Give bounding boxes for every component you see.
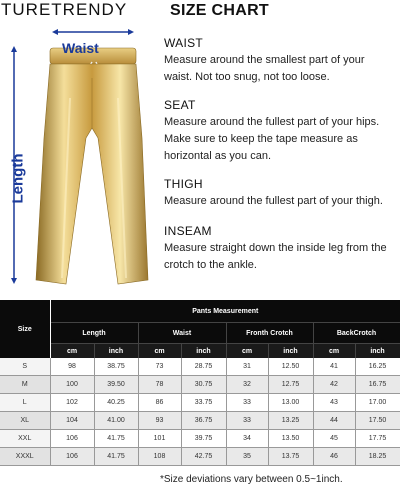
measurement-cell: 93 xyxy=(138,412,181,430)
measurement-cell: 100 xyxy=(50,376,94,394)
measurement-cell: 106 xyxy=(50,448,94,466)
length-label: Length xyxy=(9,153,27,204)
measurement-cell: 38.75 xyxy=(94,358,138,376)
table-row xyxy=(0,358,400,376)
table-row xyxy=(0,394,400,412)
measurement-cell: 13.25 xyxy=(268,412,313,430)
measurement-cell: 42.75 xyxy=(181,448,226,466)
size-table xyxy=(0,300,400,466)
guide-title: WAIST xyxy=(164,36,204,50)
measurement-cell: 17.50 xyxy=(355,412,400,430)
guide-waist xyxy=(164,36,394,86)
guide-text: Measure straight down the inside leg from the crotch to the ankle. xyxy=(164,242,387,271)
measurement-cell: 39.75 xyxy=(181,430,226,448)
group-header-waist: Waist xyxy=(138,323,226,344)
size-cell: XL xyxy=(0,412,50,430)
guide-inseam xyxy=(164,224,394,274)
measurement-cell: 33 xyxy=(226,394,268,412)
group-header-back-crotch: BackCrotch xyxy=(313,323,400,344)
size-deviation-note: *Size deviations vary between 0.5~1inch. xyxy=(160,474,343,485)
table-row xyxy=(0,430,400,448)
measurement-cell: 12.50 xyxy=(268,358,313,376)
measurement-cell: 16.25 xyxy=(355,358,400,376)
measurement-cell: 32 xyxy=(226,376,268,394)
unit-header: cm xyxy=(50,344,94,359)
pants-measurement-header: Pants Measurement xyxy=(50,300,400,323)
guide-title: SEAT xyxy=(164,98,196,112)
measurement-cell: 39.50 xyxy=(94,376,138,394)
guide-title: INSEAM xyxy=(164,224,212,238)
table-row xyxy=(0,412,400,430)
measurement-cell: 33.75 xyxy=(181,394,226,412)
measurement-cell: 36.75 xyxy=(181,412,226,430)
group-header-length: Length xyxy=(50,323,138,344)
size-cell: S xyxy=(0,358,50,376)
measurement-cell: 33 xyxy=(226,412,268,430)
measurement-cell: 41.00 xyxy=(94,412,138,430)
measurement-cell: 41.75 xyxy=(94,448,138,466)
measurement-cell: 34 xyxy=(226,430,268,448)
measurement-cell: 104 xyxy=(50,412,94,430)
measurement-cell: 41.75 xyxy=(94,430,138,448)
unit-header: inch xyxy=(268,344,313,359)
measurement-cell: 18.25 xyxy=(355,448,400,466)
measurement-cell: 108 xyxy=(138,448,181,466)
measurement-cell: 16.75 xyxy=(355,376,400,394)
unit-header: inch xyxy=(94,344,138,359)
measurement-cell: 102 xyxy=(50,394,94,412)
measurement-cell: 13.00 xyxy=(268,394,313,412)
measurement-cell: 31 xyxy=(226,358,268,376)
measurement-cell: 35 xyxy=(226,448,268,466)
unit-header: inch xyxy=(355,344,400,359)
size-cell: L xyxy=(0,394,50,412)
size-cell: XXXL xyxy=(0,448,50,466)
unit-header: cm xyxy=(226,344,268,359)
waist-label: Waist xyxy=(62,40,99,56)
measurement-cell: 44 xyxy=(313,412,355,430)
size-header: Size xyxy=(0,300,50,358)
measurement-cell: 12.75 xyxy=(268,376,313,394)
measurement-cell: 30.75 xyxy=(181,376,226,394)
group-header-front-crotch: Fronth Crotch xyxy=(226,323,313,344)
measurement-cell: 13.50 xyxy=(268,430,313,448)
measurement-cell: 43 xyxy=(313,394,355,412)
measurement-cell: 78 xyxy=(138,376,181,394)
measurement-cell: 106 xyxy=(50,430,94,448)
pants-figure xyxy=(0,18,160,296)
chart-title: SIZE CHART xyxy=(170,2,269,19)
measurement-cell: 98 xyxy=(50,358,94,376)
unit-header: inch xyxy=(181,344,226,359)
measurement-cell: 101 xyxy=(138,430,181,448)
measurement-cell: 73 xyxy=(138,358,181,376)
measurement-cell: 40.25 xyxy=(94,394,138,412)
guide-thigh xyxy=(164,177,394,210)
guide-text: Measure around the fullest part of your thigh. xyxy=(164,195,383,207)
measurement-cell: 13.75 xyxy=(268,448,313,466)
unit-header: cm xyxy=(313,344,355,359)
waist-arrow xyxy=(52,29,134,35)
table-row xyxy=(0,448,400,466)
guide-seat xyxy=(164,98,394,165)
measurement-cell: 17.75 xyxy=(355,430,400,448)
guide-title: THIGH xyxy=(164,177,203,191)
brand-name: TURETRENDY xyxy=(1,0,128,19)
unit-header: cm xyxy=(138,344,181,359)
size-cell: M xyxy=(0,376,50,394)
guide-text: Measure around the fullest part of your hips. Make sure to keep the tape measure as horizontal as you can. xyxy=(164,116,380,162)
measurement-cell: 17.00 xyxy=(355,394,400,412)
measurement-cell: 42 xyxy=(313,376,355,394)
measurement-cell: 86 xyxy=(138,394,181,412)
measurement-cell: 45 xyxy=(313,430,355,448)
measurement-cell: 41 xyxy=(313,358,355,376)
table-row xyxy=(0,376,400,394)
guide-text: Measure around the smallest part of your waist. Not too snug, not too loose. xyxy=(164,54,365,83)
measurement-cell: 46 xyxy=(313,448,355,466)
measurement-cell: 28.75 xyxy=(181,358,226,376)
size-rows xyxy=(0,358,400,466)
size-cell: XXL xyxy=(0,430,50,448)
